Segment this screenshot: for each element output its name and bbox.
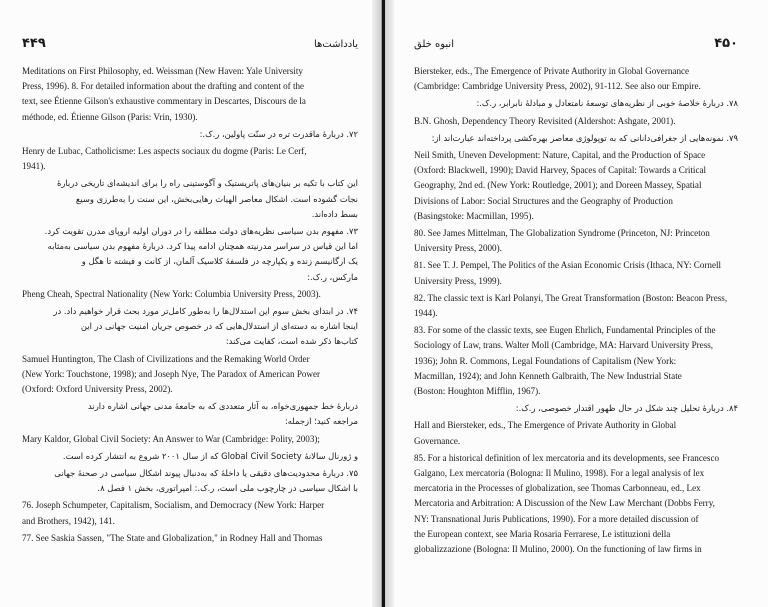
- footnote-paragraph: [414, 291, 738, 321]
- footnote-paragraph: [22, 287, 358, 302]
- text-line: mercatoria in the Processes of globalization, see Thomas Carbonneau, ed., Lex: [414, 483, 701, 494]
- text-line: text, see Étienne Gilson's exhaustive commentary in Descartes, Discours de la: [22, 96, 306, 107]
- text-line: (Basingstoke: Macmillan, 1995).: [414, 210, 534, 221]
- footnote-paragraph: [414, 258, 738, 288]
- text-line: اینجا اشاره به دسته‌ای از استدلال‌هایی که در خصوص جریان امنیت جهانی در این: [80, 321, 358, 332]
- text-line: 1941).: [22, 161, 46, 172]
- text-line: مراجعه کنید؛ ازجمله:: [284, 416, 358, 427]
- text-line: ۷۳. مفهوم بدن سیاسی نظریه‌های دولت مطلقه را در دوران اولیه اروپای مدرن تقویت کرد.: [44, 226, 358, 237]
- left-page: [0, 0, 372, 607]
- text-line: این کتاب با تکیه بر بنیان‌های پاتریستیک و آگوستینی راه را برای اندیشه‌ای تاریخی دربارهٔ: [56, 178, 358, 189]
- text-line: 1936); John R. Commons, Legal Foundations of Capitalism (New York:: [414, 355, 677, 366]
- footnote-paragraph: [414, 401, 738, 416]
- footnote-paragraph: [414, 131, 738, 146]
- text-line: 77. See Saskia Sassen, "The State and Globalization," in Rodney Hall and Thomas: [22, 532, 323, 543]
- right-page-header: [414, 36, 738, 54]
- text-line: Neil Smith, Uneven Development: Nature, Capital, and the Production of Space: [414, 150, 706, 161]
- text-line: the European context, see Maria Rosaria Ferrarese, Le istituzioni della: [414, 528, 671, 539]
- text-line: B.N. Ghosh, Dependency Theory Revisited (Aldershot: Ashgate, 2001).: [414, 115, 676, 126]
- left-page-number: ۴۴۹: [22, 36, 46, 51]
- footnote-paragraph: [414, 323, 738, 399]
- footnote-paragraph: [414, 114, 738, 129]
- text-line: (New York: Touchstone, 1998); and Joseph Nye, The Paradox of American Power: [22, 368, 321, 379]
- text-line: (Oxford: Blackwell, 1990); David Harvey, Spaces of Capital: Towards a Critical: [414, 165, 707, 176]
- text-line: ۷۲. دربارهٔ ماقدرت تره در سنّت پاولین، ر.ک.:: [199, 128, 358, 139]
- text-line: بسط داده‌اند.: [311, 208, 358, 219]
- text-line: (Oxford: Oxford University Press, 2002).: [22, 384, 173, 395]
- text-line: مارکس، ر.ک.:: [307, 271, 358, 282]
- text-line: Macmillan, 1924); and John Kenneth Galbraith, The New Industrial State: [414, 370, 682, 381]
- text-line: Sociology of Law, trans. Walter Moll (Cambridge, MA: Harvard University Press,: [414, 340, 714, 351]
- text-line: ۷۹. نمونه‌هایی از جغرافی‌دانانی که به توپولوژی معاصر بهره‌کشی پرداخته‌اند عبارت‌اند از:: [431, 132, 738, 143]
- text-line: Divisions of Labor: Social Structures and the Geography of Production: [414, 195, 673, 206]
- footnote-paragraph: [414, 96, 738, 111]
- text-line: (Cambridge: Cambridge University Press, 2002), 91-112. See also our Empire.: [414, 81, 701, 92]
- footnote-paragraph: [22, 399, 358, 429]
- text-line: با اشکال سیاسی در چارچوب ملی است، ر.ک.: امپراتوری، بخش ۱ فصل ۸.: [97, 483, 358, 494]
- footnote-paragraph: [22, 531, 358, 546]
- text-line: Biersteker, eds., The Emergence of Private Authority in Global Governance: [414, 66, 690, 76]
- footnote-paragraph: [22, 64, 358, 125]
- text-line: 76. Joseph Schumpeter, Capitalism, Socialism, and Democracy (New York: Harper: [22, 500, 325, 511]
- text-line: Hall and Biersteker, eds., The Emergence of Private Authority in Global: [414, 420, 677, 431]
- text-line: Samuel Huntington, The Clash of Civilizations and the Remaking World Order: [22, 353, 310, 364]
- left-page-body: [22, 64, 358, 546]
- text-line: Governance.: [414, 435, 461, 446]
- text-line: یک ارگانیسم زنده و یکپارچه در فلسفهٔ کلاسیک آلمان، از کانت و فیشته تا هگل و: [81, 256, 358, 267]
- footnote-paragraph: [414, 148, 738, 224]
- left-running-title: یادداشت‌ها: [313, 39, 358, 50]
- text-line: (Boston: Houghton Mifflin, 1967).: [414, 386, 541, 397]
- footnote-paragraph: [22, 176, 358, 222]
- text-line: Mercatoria and Arbitration: A Discussion of the New Law Merchant (Dobbs Ferry,: [414, 498, 715, 509]
- footnote-paragraph: [22, 224, 358, 285]
- text-line: 81. See T. J. Pempel, The Politics of the Asian Economic Crisis (Ithaca, NY: Cornell: [414, 260, 722, 271]
- book-gutter: [382, 0, 385, 607]
- text-line: Meditations on First Philosophy, ed. Weissman (New Haven: Yale University: [22, 66, 303, 76]
- text-line: University Press, 1999).: [414, 275, 502, 286]
- text-line: University Press, 2000).: [414, 243, 502, 254]
- text-line: و ژورنال سالانهٔ Global Civil Society که از سال ۲۰۰۱ شروع به انتشار کرده است.: [62, 450, 358, 461]
- footnote-paragraph: [414, 418, 738, 448]
- footnote-paragraph: [22, 127, 358, 142]
- text-line: and Brothers, 1942), 141.: [22, 515, 115, 526]
- text-line: méthode, ed. Étienne Gilson (Paris: Vrin, 1930).: [22, 111, 198, 122]
- right-page: [394, 0, 768, 607]
- text-line: ۷۵. دربارهٔ محدودیت‌های دقیقی یا داخلهٔ که به‌دنبال پیوند اشکال سیاسی در صحنهٔ جهانی: [54, 468, 358, 479]
- text-line: 80. See James Mittelman, The Globalization Syndrome (Princeton, NJ: Princeton: [414, 228, 710, 239]
- right-running-title: انبوه خلق: [414, 39, 454, 50]
- text-line: Press, 1996). 8. For detailed information about the drafting and content of the: [22, 81, 305, 92]
- footnote-paragraph: [22, 432, 358, 447]
- text-line: اما این قیاس در سراسر مدرنیته همچنان ادامه پیدا کرد. دربارهٔ مفهوم بدن سیاسی به‌مثابه: [47, 241, 358, 252]
- footnote-paragraph: [22, 498, 358, 528]
- text-line: 1944).: [414, 308, 438, 319]
- text-line: Henry de Lubac, Catholicisme: Les aspects sociaux du dogme (Paris: Le Cerf,: [22, 146, 307, 157]
- right-page-body: [414, 64, 738, 557]
- right-page-number: ۴۵۰: [714, 36, 738, 51]
- text-line: Pheng Cheah, Spectral Nationality (New York: Columbia University Press, 2003).: [22, 288, 321, 299]
- text-line: نجات گشوده است. اشکال معاصر الهیات رهایی‌بخش، این سنت را به‌طرزی وسیع: [75, 193, 358, 204]
- left-page-header: [22, 36, 358, 54]
- text-line: NY: Transnational Juris Publications, 1990). For a more detailed discussion of: [414, 513, 699, 524]
- text-line: دربارهٔ خط جمهوری‌خواه، به آثار متعددی که به جامعهٔ مدنی جهانی اشاره دارند: [88, 401, 358, 412]
- footnote-paragraph: [414, 226, 738, 256]
- text-line: globalizzazione (Bologna: Il Mulino, 2000). On the functioning of law firms in: [414, 544, 702, 555]
- footnote-paragraph: [22, 144, 358, 174]
- footnote-paragraph: [414, 64, 738, 94]
- footnote-paragraph: [22, 466, 358, 496]
- footnote-paragraph: [22, 352, 358, 398]
- text-line: ۷۸. دربارهٔ خلاصهٔ خوبی از نظریه‌های توسعهٔ نامتعادل و مبادلهٔ نابرابر، ر.ک.:: [476, 98, 738, 109]
- text-line: ۷۴. در ابتدای بخش سوم این استدلال‌ها را به‌طور کامل‌تر مورد بحث قرار خواهیم داد. در: [53, 306, 358, 317]
- text-line: 83. For some of the classic texts, see Eugen Ehrlich, Fundamental Principles of the: [414, 325, 716, 336]
- text-line: کتاب‌ها ذکر شده است، کفایت می‌کند:: [225, 336, 358, 347]
- text-line: Mary Kaldor, Global Civil Society: An Answer to War (Cambridge: Polity, 2003);: [22, 433, 320, 444]
- text-line: 85. For a historical definition of lex mercatoria and its developments, see Francesco: [414, 452, 720, 463]
- footnote-paragraph: [414, 451, 738, 557]
- text-line: Galgano, Lex mercatoria (Bologna: Il Mulino, 1998). For a legal analysis of lex: [414, 468, 705, 479]
- text-line: Geography, 2nd ed. (New York: Routledge, 2001); and Doreen Massey, Spatial: [414, 180, 702, 191]
- footnote-paragraph: [22, 304, 358, 350]
- text-line: 82. The classic text is Karl Polanyi, The Great Transformation (Boston: Beacon Press,: [414, 292, 728, 303]
- footnote-paragraph: [22, 449, 358, 464]
- text-line: ۸۴. دربارهٔ تحلیل چند شکل در حال ظهور اقتدار خصوصی، ر.ک.:: [515, 403, 738, 414]
